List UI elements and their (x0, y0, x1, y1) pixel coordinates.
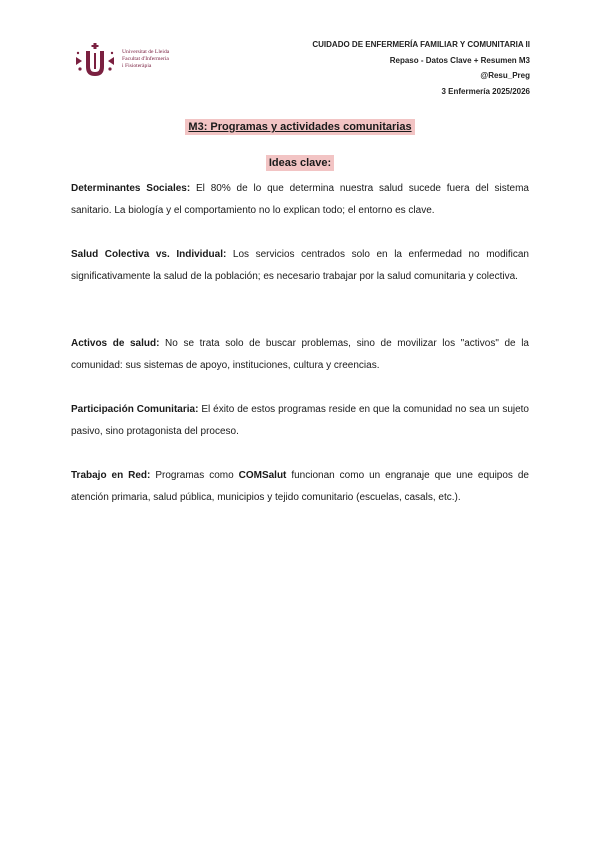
paragraph-text-before: Programas como (150, 470, 239, 481)
document-type: Repaso - Datos Clave + Resumen M3 (389, 55, 530, 65)
paragraph-label: Trabajo en Red: (71, 470, 151, 481)
paragraph-text: El 80% de lo que determina nuestra salud sucede fuera del sistema sanitario. La biología y el comportamiento no lo explican todo; el entorno es clave. (71, 183, 529, 216)
paragraph-health-assets (71, 333, 529, 377)
logo-line-3: i Fisioteràpia (122, 63, 152, 69)
logo-line-1: Universitat de Lleida (122, 49, 170, 55)
course-year: 3 Enfermería 2025/2026 (441, 86, 530, 96)
paragraph-text-after: funcionan como un engranaje que une equipos de atención primaria, salud pública, municipios y tejido comunitario (escuelas, casals, etc.). (71, 470, 529, 503)
paragraph-social-determinants (71, 178, 529, 222)
paragraph-network-work (71, 465, 529, 509)
author-handle: @Resu_Preg (480, 71, 530, 80)
paragraph-collective-health (71, 244, 529, 288)
university-name (122, 49, 169, 70)
paragraph-label: Participación Comunitaria: (71, 404, 199, 415)
course-title: CUIDADO DE ENFERMERÍA FAMILIAR Y COMUNITARIA II (312, 40, 530, 49)
university-logo (74, 41, 194, 81)
paragraph-text: No se trata solo de buscar problemas, sino de movilizar los "activos" de la comunidad: sus sistemas de apoyo, instituciones, cultura y creencias. (71, 338, 529, 371)
document-header (312, 37, 530, 99)
program-name: COMSalut (238, 470, 287, 481)
paragraph-label: Activos de salud: (71, 338, 160, 349)
paragraph-label: Determinantes Sociales: (71, 183, 191, 194)
paragraph-text: Los servicios centrados solo en la enfermedad no modifican significativamente la salud de la población; es necesario trabajar por la salud comunitaria y colectiva. (71, 249, 529, 282)
paragraph-text: El éxito de estos programas reside en que la comunidad no sea un sujeto pasivo, sino protagonista del proceso. (71, 404, 529, 437)
university-crest-icon (74, 41, 116, 81)
paragraph-community-participation (71, 399, 529, 443)
section-heading: Ideas clave: (266, 155, 334, 171)
paragraph-label: Salud Colectiva vs. Individual: (71, 249, 227, 260)
logo-line-2: Facultat d'Infermeria (122, 56, 169, 62)
page-title: M3: Programas y actividades comunitarias (185, 119, 414, 135)
